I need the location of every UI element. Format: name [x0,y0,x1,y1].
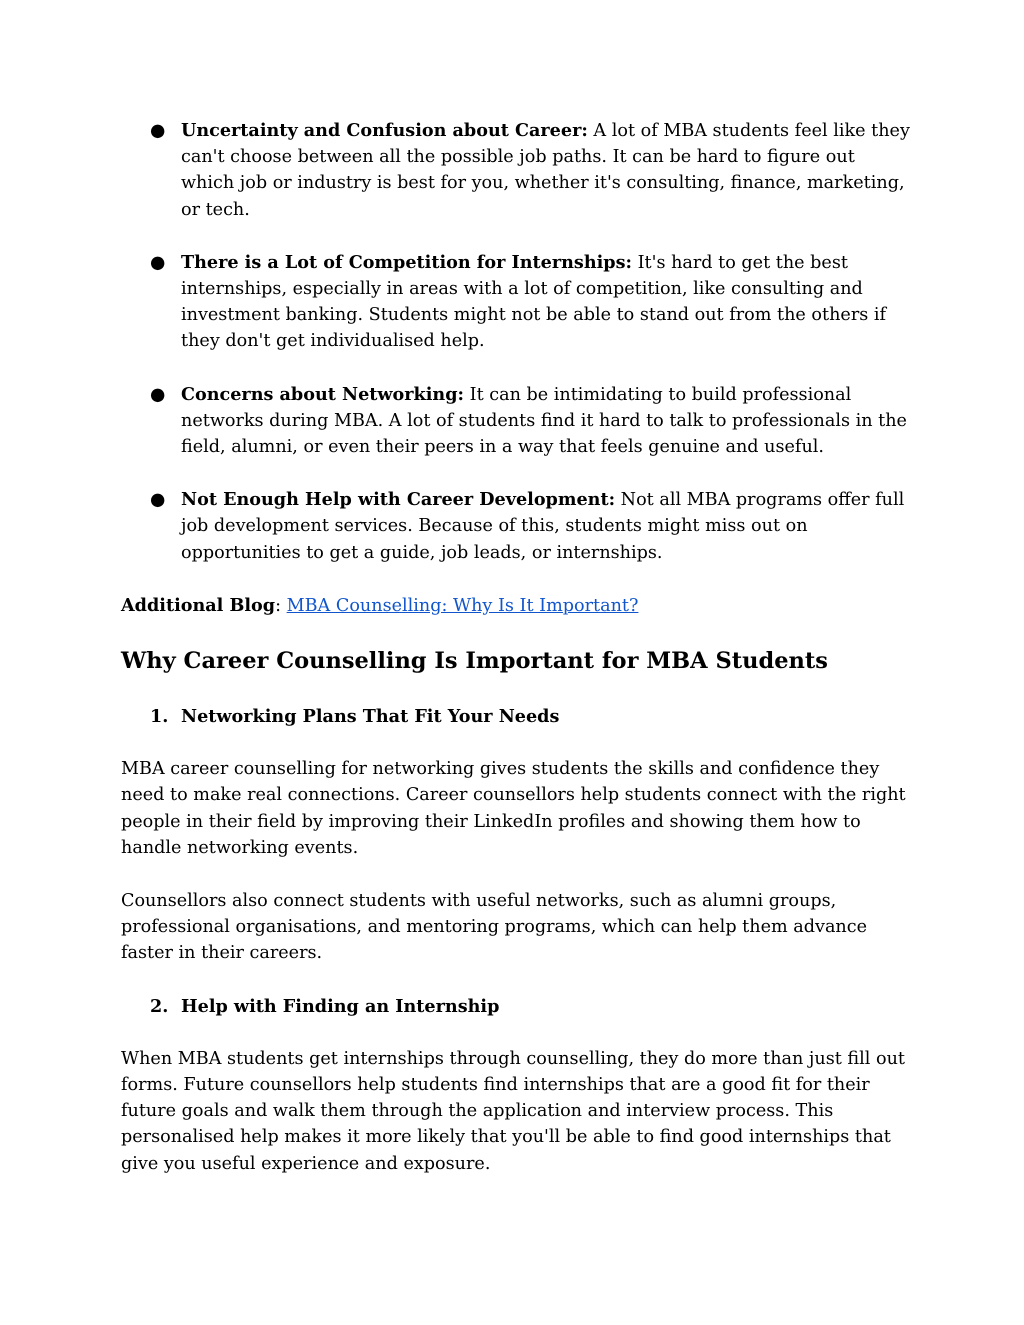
document-body [121,118,911,1177]
bullet-text: Not all MBA programs offer full job development services. Because of this, students might miss out on opportunities to get a guide, job leads, or internships. [181,490,905,563]
item-number: 1. [150,706,169,728]
paragraph: When MBA students get internships through counselling, they do more than just fill out forms. Future counsellors help students find internships that are a good fit for their future goals and walk them through the application and interview process. This personalised help makes it more likely that you'll be able to find good internships that give you useful experience and exposure. [121,1048,905,1174]
bullet-icon: ● [150,384,166,405]
paragraph: Counsellors also connect students with useful networks, such as alumni groups, professional organisations, and mentoring programs, which can help them advance faster in their careers. [121,891,868,964]
bullet-title: Not Enough Help with Career Development: [181,489,616,511]
list-item [121,487,911,566]
bullet-title: Uncertainty and Confusion about Career: [181,120,588,141]
list-item [121,382,911,461]
challenges-list [121,118,911,566]
paragraph: MBA career counselling for networking gives students the skills and confidence they need to make real connections. Career counsellors help students connect with the right people in their field by improving their LinkedIn profiles and showing them how to handle networking events. [121,759,906,858]
additional-blog-label: Additional Blog [121,594,276,616]
numbered-heading-internship [121,994,911,1020]
bullet-icon: ● [150,490,166,511]
bullet-title: Concerns about Networking: [181,383,465,405]
bullet-text: It can be intimidating to build professional networks during MBA. A lot of students find it hard to talk to professionals in the field, alumni, or even their peers in a way that feels genuine and useful. [181,384,907,458]
item-title: Networking Plans That Fit Your Needs [181,706,560,728]
additional-blog-link[interactable]: MBA Counselling: Why Is It Important? [286,595,639,616]
bullet-text: It's hard to get the best internships, especially in areas with a lot of competition, like consulting and investment banking. Students might not be able to stand out from the others if they don't get individualised help. [181,252,886,352]
list-item [121,118,911,223]
numbered-heading-networking [121,704,911,730]
bullet-icon: ● [150,121,166,141]
item-title: Help with Finding an Internship [181,995,500,1017]
list-item [121,250,911,355]
section-heading: Why Career Counselling Is Important for MBA Students [121,648,828,675]
bullet-title: There is a Lot of Competition for Internships: [181,251,632,273]
bullet-text: A lot of MBA students feel like they can't choose between all the possible job paths. It can be hard to figure out which job or industry is best for you, whether it's consulting, finance, marketing, or tech. [181,121,910,220]
item-number: 2. [150,995,169,1017]
additional-blog-line [121,593,911,619]
additional-blog-separator: : [275,595,287,616]
bullet-icon: ● [150,252,166,273]
